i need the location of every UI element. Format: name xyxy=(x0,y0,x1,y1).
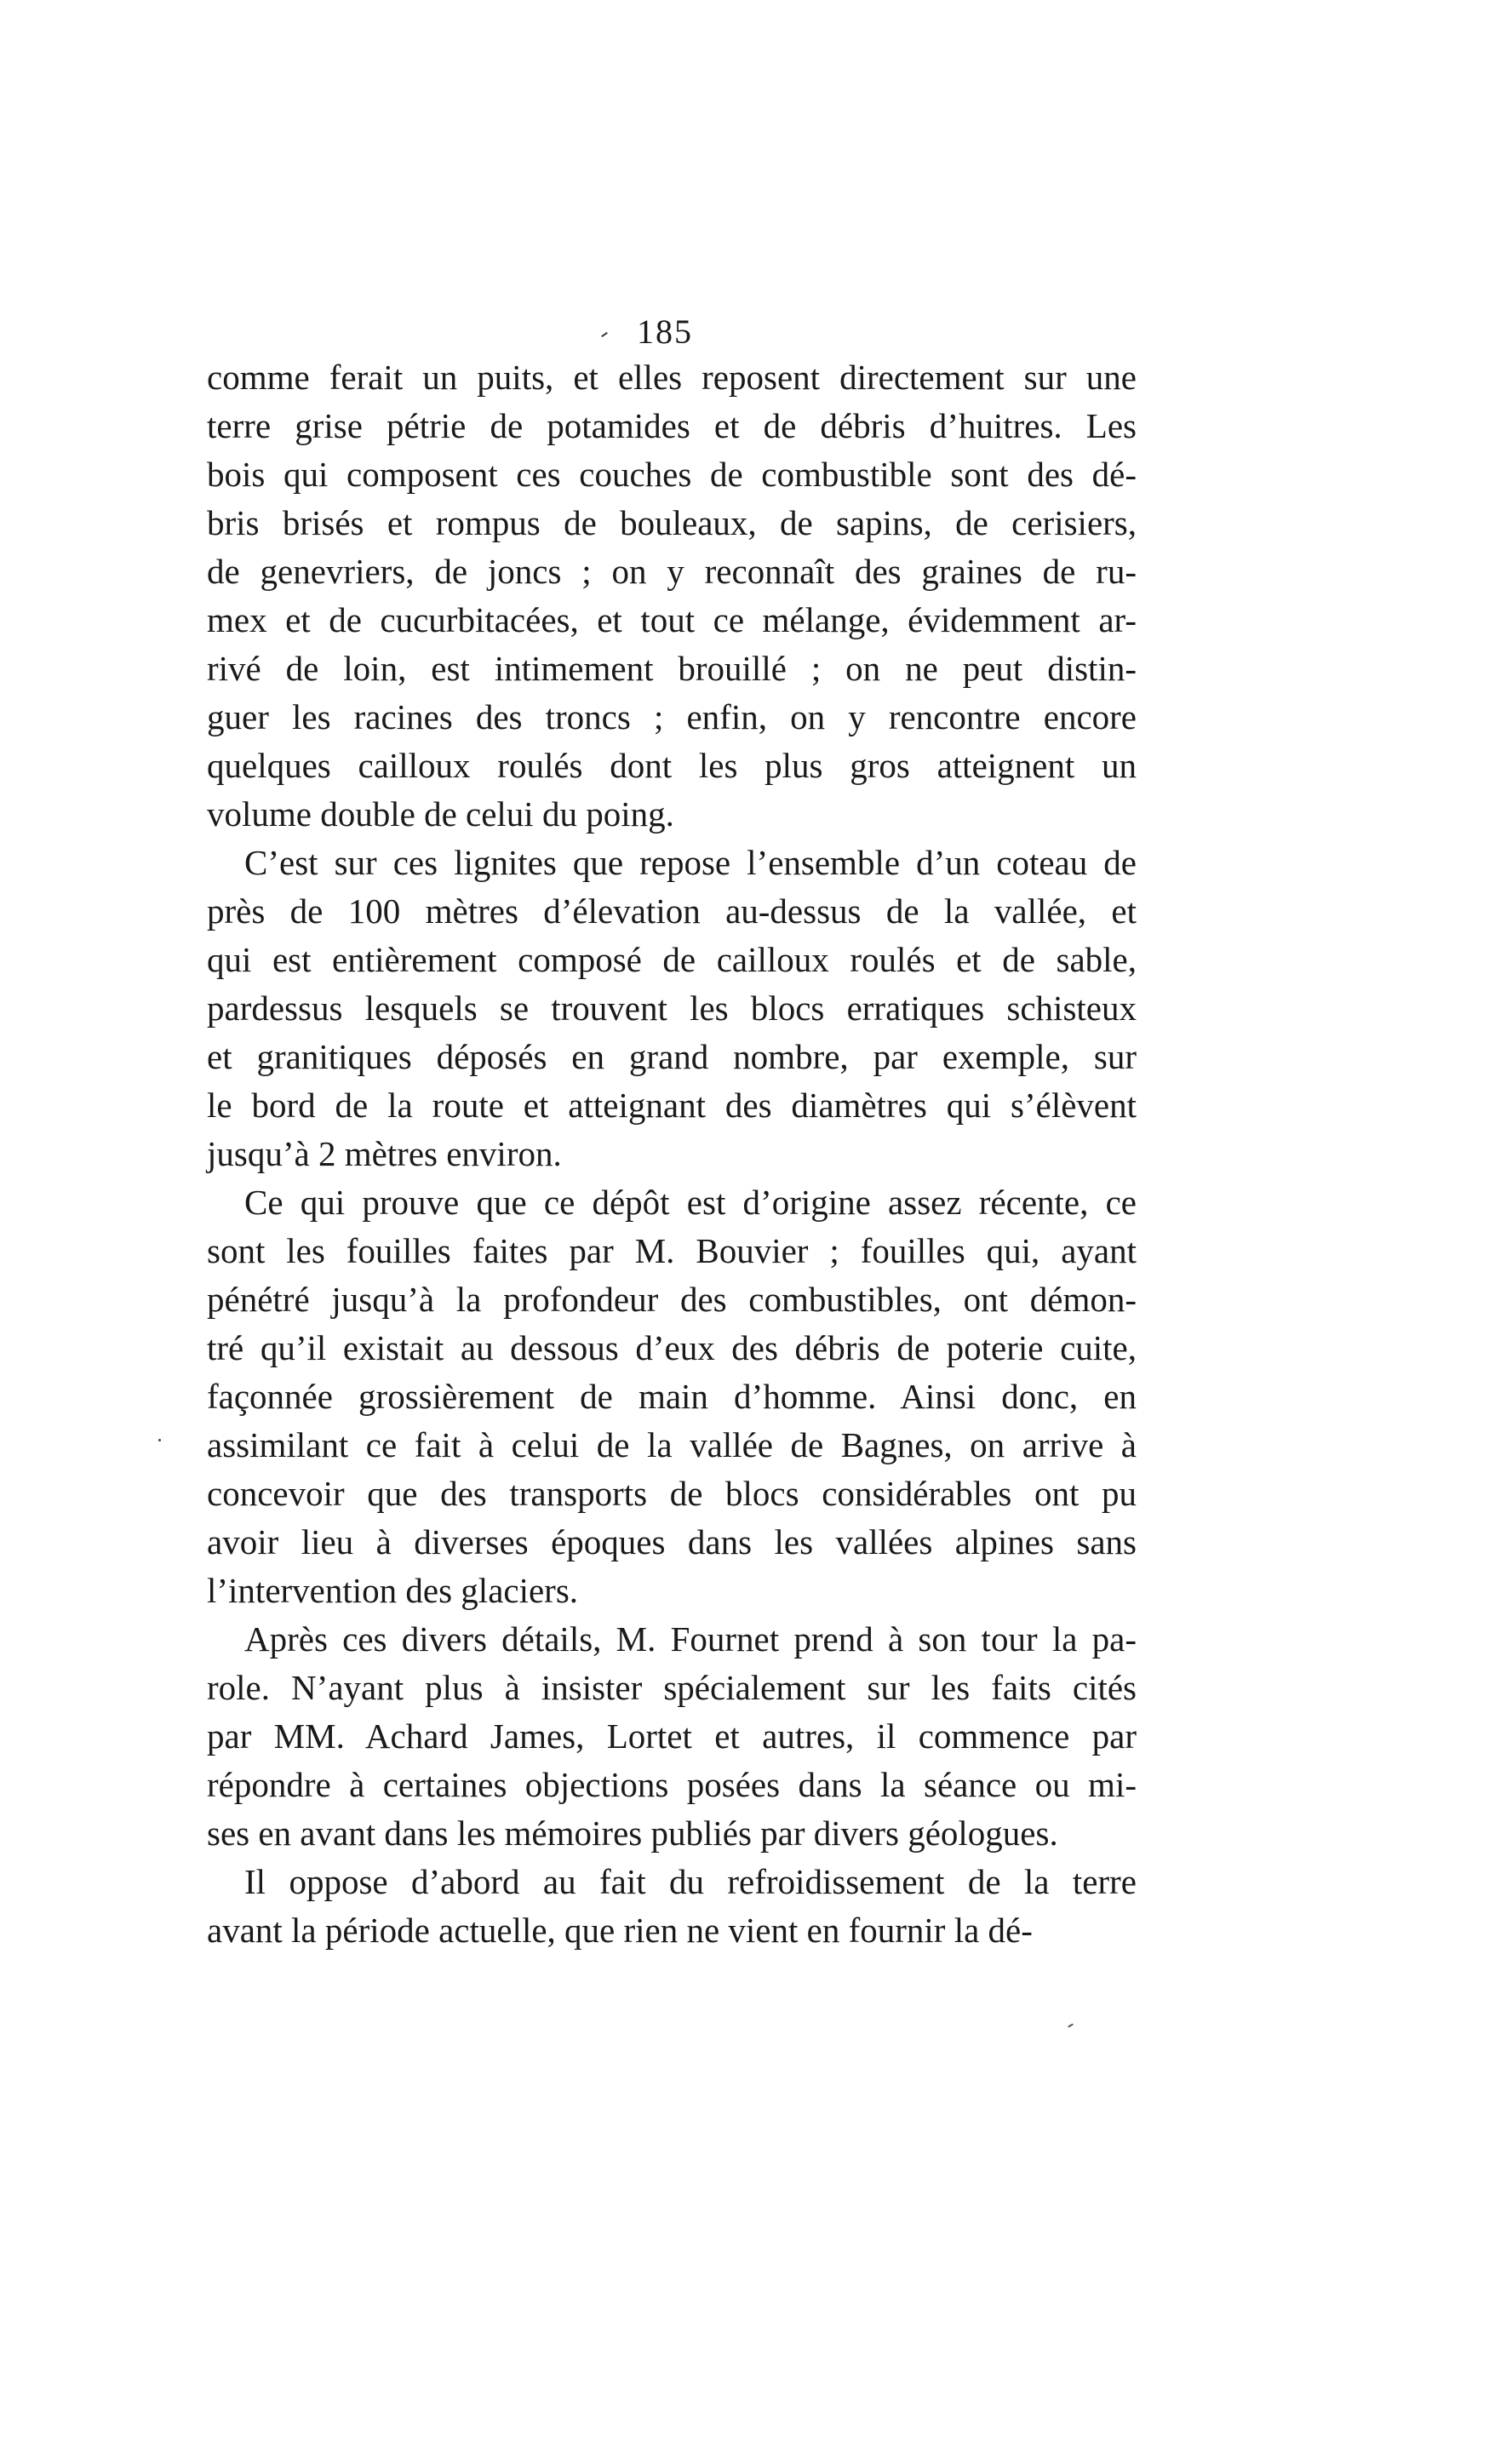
text-line: terre grise pétrie de potamides et de débris d’huitres. Les xyxy=(207,406,1137,445)
text-line: et granitiques déposés en grand nombre, par exemple, sur xyxy=(207,1037,1137,1076)
text-line: quelques cailloux roulés dont les plus gros atteignent un xyxy=(207,746,1137,785)
text-line: jusqu’à 2 mètres environ. xyxy=(207,1134,562,1173)
ink-speck xyxy=(158,1439,161,1441)
text-line: pardessus lesquels se trouvent les blocs erratiques schisteux xyxy=(207,988,1137,1028)
body-text xyxy=(207,353,1137,1955)
text-line: sont les fouilles faites par M. Bouvier ; fouilles qui, ayant xyxy=(207,1231,1137,1270)
text-line: role. N’ayant plus à insister spécialement sur les faits cités xyxy=(207,1668,1137,1707)
text-line: ses en avant dans les mémoires publiés par divers géologues. xyxy=(207,1814,1058,1853)
text-line: tré qu’il existait au dessous d’eux des débris de poterie cuite, xyxy=(207,1328,1137,1367)
text-line: Ce qui prouve que ce dépôt est d’origine assez récente, ce xyxy=(244,1183,1137,1222)
text-line: façonnée grossièrement de main d’homme. Ainsi donc, en xyxy=(207,1377,1137,1416)
text-line: volume double de celui du poing. xyxy=(207,794,674,834)
ink-mark xyxy=(601,332,608,337)
text-line: qui est entièrement composé de cailloux roulés et de sable, xyxy=(207,940,1137,979)
text-line: répondre à certaines objections posées dans la séance ou mi- xyxy=(207,1765,1137,1804)
text-line: assimilant ce fait à celui de la vallée de Bagnes, on arrive à xyxy=(207,1425,1137,1464)
page-number: 185 xyxy=(637,312,693,351)
text-line: rivé de loin, est intimement brouillé ; on ne peut distin- xyxy=(207,649,1137,688)
text-line: l’intervention des glaciers. xyxy=(207,1571,579,1610)
text-line: bris brisés et rompus de bouleaux, de sapins, de cerisiers, xyxy=(207,503,1137,542)
text-line: de genevriers, de joncs ; on y reconnaît des graines de ru- xyxy=(207,552,1137,591)
paragraph xyxy=(207,1858,1137,1955)
paragraph xyxy=(207,353,1137,839)
ink-speck xyxy=(1068,2023,1074,2027)
text-line: le bord de la route et atteignant des diamètres qui s’élèvent xyxy=(207,1086,1137,1125)
text-line: bois qui composent ces couches de combustible sont des dé- xyxy=(207,455,1137,494)
text-line: comme ferait un puits, et elles reposent directement sur une xyxy=(207,358,1137,397)
paragraph xyxy=(207,1178,1137,1615)
text-line: pénétré jusqu’à la profondeur des combustibles, ont démon- xyxy=(207,1280,1137,1319)
paragraph xyxy=(207,839,1137,1178)
text-line: avant la période actuelle, que rien ne vient en fournir la dé- xyxy=(207,1911,1033,1950)
text-line: près de 100 mètres d’élevation au-dessus de la vallée, et xyxy=(207,891,1137,931)
text-line: Il oppose d’abord au fait du refroidissement de la terre xyxy=(244,1862,1137,1901)
text-line: C’est sur ces lignites que repose l’ensemble d’un coteau de xyxy=(244,843,1137,882)
text-line: par MM. Achard James, Lortet et autres, il commence par xyxy=(207,1716,1137,1756)
text-line: avoir lieu à diverses époques dans les vallées alpines sans xyxy=(207,1522,1137,1561)
paragraph xyxy=(207,1615,1137,1858)
text-line: Après ces divers détails, M. Fournet prend à son tour la pa- xyxy=(244,1619,1137,1659)
text-line: guer les racines des troncs ; enfin, on y rencontre encore xyxy=(207,697,1137,736)
text-line: mex et de cucurbitacées, et tout ce mélange, évidemment ar- xyxy=(207,600,1137,639)
text-line: concevoir que des transports de blocs considérables ont pu xyxy=(207,1474,1137,1513)
